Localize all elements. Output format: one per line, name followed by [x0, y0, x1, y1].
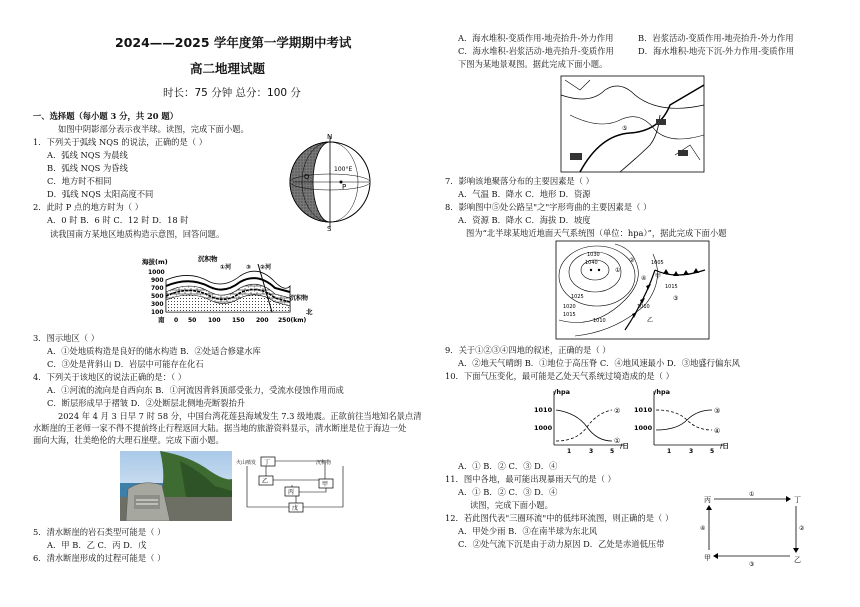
cliff-photo	[120, 451, 232, 521]
p2-y1010: 1010	[634, 406, 653, 414]
q8-stem: 8．影响图中⑤处公路呈"之"字形弯曲的主要因素是（ ）	[445, 202, 652, 212]
circ-arrow-4: ④	[700, 525, 706, 532]
p1-ylabel: /hpa	[554, 388, 571, 396]
rock-sediment: 沉积物	[316, 460, 332, 466]
isobar-1025: 1025	[571, 294, 584, 300]
q6-stem: 6．清水断崖形成的过程可能是（ ）	[33, 553, 166, 563]
circ-jia: 甲	[704, 554, 711, 562]
q6-option-c: C．海水堆积-岩浆活动-地壳抬升-变质作用	[458, 46, 614, 56]
isobar-1015b: 1015	[665, 284, 678, 290]
q4-stem: 4．下列关于该地区的说法正确的是：（ ）	[33, 372, 187, 382]
p1-xunit: /日	[620, 442, 629, 450]
geo-ytick-900: 900	[151, 277, 164, 284]
isobar-1005: 1005	[651, 260, 664, 266]
weather-label-3: ③	[673, 295, 679, 302]
geo-xtick-200: 200	[256, 317, 269, 324]
geo-river2: ②河	[260, 264, 272, 271]
q3-options-ab: A．①处地质构造是良好的储水构造 B．②处适合修建水库	[47, 346, 261, 356]
circulation-diagram	[700, 486, 810, 570]
geo-ytick-700: 700	[151, 285, 164, 292]
q12-stem: 12．若此图代表"三圈环流"中的低纬环流图，则正确的是（ ）	[445, 513, 674, 523]
p1-y1000: 1000	[534, 424, 553, 432]
weather-label-1: ①	[615, 267, 621, 274]
geology-section-figure	[140, 252, 320, 328]
q1-stem: 1．下列关于弧线 NQS 的说法，正确的是（ ）	[33, 137, 207, 147]
intro-2: 读我国南方某地区地质构造示意图，回答问题。	[50, 229, 225, 239]
isobar-1040: 1040	[585, 260, 598, 266]
p-curve-4: ④	[714, 427, 721, 435]
p-curve-2: ②	[614, 407, 621, 415]
pressure-chart-right	[634, 388, 729, 455]
p2-ylabel: /hpa	[654, 388, 671, 396]
geo-xtick-0: 0	[174, 317, 179, 324]
q4-options-cd: C．断层形成早于褶皱 D．②处断层北侧地壳断裂抬升	[47, 398, 246, 408]
q10-options: A．① B．② C．③ D．④	[458, 461, 558, 471]
p2-x3: 3	[689, 448, 694, 455]
q7-stem: 7．影响该地聚落分布的主要因素是（ ）	[445, 176, 594, 186]
geo-xtick-50: 50	[188, 317, 197, 324]
geo-ylabel: 海拔(m)	[142, 258, 168, 266]
q4-options-ab: A．①河流的流向是自西向东 B．①河流因背斜顶部受张力，受流水侵蚀作用而成	[47, 385, 344, 395]
q2-options: A．0 时 B．6 时 C．12 时 D．18 时	[47, 215, 189, 225]
geo-ytick-100: 100	[151, 309, 164, 316]
intro-3a: 2024 年 4 月 3 日早 7 时 58 分，中国台湾花莲县海域发生 7.3 级地震。正欲前往当地知名景点清	[58, 411, 422, 421]
geo-ytick-1000: 1000	[148, 269, 165, 276]
circ-ding: 丁	[794, 496, 801, 504]
q12-options-cd: C．②处气流下沉是由于动力原因 D．乙处是赤道低压带	[458, 539, 665, 549]
rock-wu: 戊	[292, 505, 299, 512]
isobar-1015: 1015	[563, 312, 576, 318]
q1-option-b: B．弧线 NQS 为昏线	[47, 163, 128, 173]
circ-bing: 丙	[704, 496, 711, 504]
q11-options: A．① B．② C．③ D．④	[458, 487, 558, 497]
landscape-figure	[560, 75, 705, 173]
isobar-1030: 1030	[587, 252, 600, 258]
rock-ding: 丁	[264, 459, 271, 466]
geo-m3: ③	[246, 264, 252, 271]
geo-ytick-500: 500	[151, 293, 164, 300]
geo-xtick-100: 100	[208, 317, 221, 324]
p2-xunit: /日	[720, 442, 729, 450]
q11-stem: 11．图中各地，最可能出现暴雨天气的是（ ）	[445, 474, 616, 484]
p1-x3: 3	[589, 448, 594, 455]
intro-3c: 面向大海，壮美绝伦的大理石崖壁。完成下面小题。	[33, 435, 224, 445]
q3-stem: 3．图示地区（ ）	[33, 333, 99, 343]
globe-q-label: Q	[304, 173, 310, 181]
globe-figure	[283, 132, 378, 232]
circ-yi: 乙	[794, 556, 801, 564]
q6-option-d: D．海水堆积-地壳下沉-外力作用-变质作用	[638, 46, 795, 56]
intro-5: 图为“北半球某地近地面天气系统图（单位：hpa）”，据此完成下面小题	[466, 228, 727, 238]
p2-y1000: 1000	[634, 424, 653, 432]
landscape-m5: ⑤	[622, 125, 628, 132]
rock-cycle-diagram	[233, 454, 351, 518]
circ-arrow-3: ③	[749, 561, 755, 568]
q5-stem: 5．清水断崖的岩石类型可能是（ ）	[33, 527, 166, 537]
geo-south: 南	[158, 316, 165, 324]
weather-system-figure	[555, 240, 710, 340]
q7-options: A．气温 B．降水 C．地形 D．资源	[458, 189, 591, 199]
p1-x5: 5	[610, 448, 615, 455]
geo-xtick-150: 150	[232, 317, 245, 324]
q6-option-a: A．海水堆积-变质作用-地壳抬升-外力作用	[458, 33, 614, 43]
section-title: 一、选择题（每小题 3 分，共 20 题）	[33, 111, 179, 121]
circ-arrow-1: ①	[749, 491, 755, 498]
p2-x5: 5	[710, 448, 715, 455]
isobar-1010: 1010	[593, 318, 606, 324]
geo-ytick-300: 300	[151, 301, 164, 308]
q10-stem: 10．下面气压变化，最可能是乙处天气系统过境造成的是（ ）	[445, 371, 674, 381]
q3-options-cd: C．③处是背斜山 D．岩层中可能存在化石	[47, 359, 204, 369]
exam-meta: 时长：75 分钟 总分：100 分	[163, 87, 301, 99]
weather-label-yi: 乙	[647, 317, 654, 324]
geo-river1: ①河	[220, 264, 232, 271]
globe-s-label: S	[327, 225, 332, 232]
exam-subtitle: 高二地理试题	[190, 61, 266, 76]
q1-option-d: D．弧线 NQS 太阳高度不同	[47, 189, 154, 199]
pressure-charts	[532, 385, 742, 457]
q6-option-b: B．岩浆活动-变质作用-地壳抬升-外力作用	[638, 33, 794, 43]
p2-x1: 1	[667, 448, 672, 455]
pressure-chart-left	[534, 388, 629, 455]
isobar-1020: 1020	[563, 304, 576, 310]
rock-bing: 丙	[288, 489, 295, 496]
weather-label-4: ④	[641, 275, 647, 282]
q2-stem: 2．此时 P 点的地方时为（ ）	[33, 202, 144, 212]
p1-y1010: 1010	[534, 406, 553, 414]
q9-stem: 9．关于①②③④四地的叙述，正确的是（ ）	[445, 345, 611, 355]
circ-arrow-2: ②	[799, 525, 805, 532]
q5-options: A．甲 B．乙 C．丙 D．戊	[47, 540, 147, 550]
weather-label-jia: 甲	[655, 273, 662, 280]
globe-lon-label: 100°E	[334, 166, 353, 173]
globe-n-label: N	[327, 133, 333, 141]
rock-magma: 火山喷发	[236, 460, 257, 466]
q1-option-a: A．弧线 NQS 为晨线	[47, 150, 128, 160]
q8-options: A．资源 B．降水 C．海拔 D．坡度	[458, 215, 591, 225]
geo-sed2: 沉积物	[290, 295, 309, 302]
intro-4: 下图为某地景观图。据此完成下面小题。	[458, 59, 608, 69]
intro-6: 读图，完成下面小题。	[470, 500, 553, 510]
p-curve-3: ③	[714, 407, 721, 415]
q9-options: A．②地天气晴朗 B．①地位于高压脊 C．④地风速最小 D．③地盛行偏东风	[458, 358, 740, 368]
rock-yi: 乙	[262, 478, 269, 485]
isobar-1010b: 1010	[637, 304, 650, 310]
geo-xtick-250: 250(km)	[278, 317, 307, 324]
p1-x1: 1	[567, 448, 572, 455]
rock-jia: 甲	[322, 481, 329, 488]
p-curve-1: ①	[614, 437, 621, 445]
geo-north: 北	[306, 308, 313, 316]
q1-option-c: C．地方时不相同	[47, 176, 112, 186]
exam-title: 2024——2025 学年度第一学期期中考试	[115, 35, 352, 50]
geo-sed1: 沉积物	[198, 255, 218, 263]
intro-1: 如图中阴影部分表示夜半球。读图，完成下面小题。	[58, 124, 249, 134]
intro-3b: 水断崖的王老师一家不得不提前终止行程返回大陆。据当地的旅游资料显示，清水断崖是位于海边一处	[33, 423, 407, 433]
globe-p-label: P	[342, 183, 347, 191]
q12-options-ab: A．甲处少雨 B．③在南半球为东北风	[458, 526, 598, 536]
weather-label-2: ②	[629, 257, 635, 264]
